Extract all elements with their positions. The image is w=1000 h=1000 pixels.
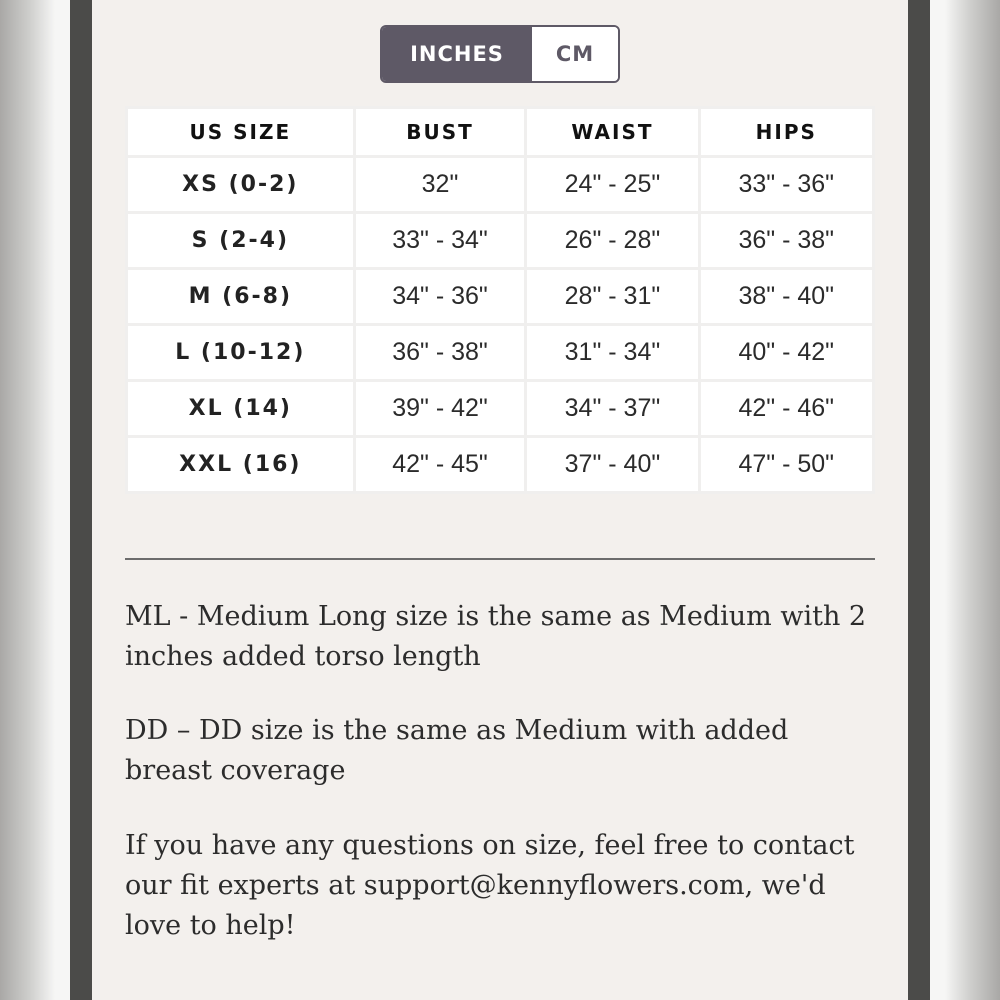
size-cell: XS (0-2) xyxy=(127,157,355,213)
size-cell: S (2-4) xyxy=(127,213,355,269)
table-row xyxy=(127,325,874,381)
waist-cell: 37" - 40" xyxy=(526,437,699,493)
contact-note: If you have any questions on size, feel free to contact our fit experts at support@kennyflowers.com, we'd love to help! xyxy=(125,830,855,941)
waist-cell: 24" - 25" xyxy=(526,157,699,213)
bust-cell: 42" - 45" xyxy=(354,437,526,493)
waist-cell: 31" - 34" xyxy=(526,325,699,381)
table-row xyxy=(127,269,874,325)
waist-cell: 26" - 28" xyxy=(526,213,699,269)
size-guide-panel xyxy=(92,0,908,1000)
bust-cell: 36" - 38" xyxy=(354,325,526,381)
waist-cell: 28" - 31" xyxy=(526,269,699,325)
hips-cell: 42" - 46" xyxy=(699,381,873,437)
table-row xyxy=(127,437,874,493)
unit-option-cm[interactable]: CM xyxy=(532,27,618,81)
unit-option-inches[interactable]: INCHES xyxy=(382,27,532,81)
frame-right-border xyxy=(908,0,930,1000)
table-row xyxy=(127,157,874,213)
size-cell: XL (14) xyxy=(127,381,355,437)
hips-cell: 47" - 50" xyxy=(699,437,873,493)
table-row xyxy=(127,381,874,437)
header-bust: BUST xyxy=(354,108,526,157)
bust-cell: 33" - 34" xyxy=(354,213,526,269)
hips-cell: 33" - 36" xyxy=(699,157,873,213)
hips-cell: 38" - 40" xyxy=(699,269,873,325)
size-cell: L (10-12) xyxy=(127,325,355,381)
dd-size-note: DD – DD size is the same as Medium with added breast coverage xyxy=(125,715,789,786)
size-cell: M (6-8) xyxy=(127,269,355,325)
table-header-row xyxy=(127,108,874,157)
header-waist: WAIST xyxy=(526,108,699,157)
header-us-size: US SIZE xyxy=(127,108,355,157)
size-cell: XXL (16) xyxy=(127,437,355,493)
section-divider xyxy=(125,558,875,560)
frame-left-border xyxy=(70,0,92,1000)
medium-long-note: ML - Medium Long size is the same as Medium with 2 inches added torso length xyxy=(125,601,867,672)
bust-cell: 34" - 36" xyxy=(354,269,526,325)
unit-toggle xyxy=(380,25,620,83)
size-chart-table xyxy=(125,106,875,494)
table-row xyxy=(127,213,874,269)
waist-cell: 34" - 37" xyxy=(526,381,699,437)
bust-cell: 32" xyxy=(354,157,526,213)
hips-cell: 40" - 42" xyxy=(699,325,873,381)
header-hips: HIPS xyxy=(699,108,873,157)
hips-cell: 36" - 38" xyxy=(699,213,873,269)
bust-cell: 39" - 42" xyxy=(354,381,526,437)
